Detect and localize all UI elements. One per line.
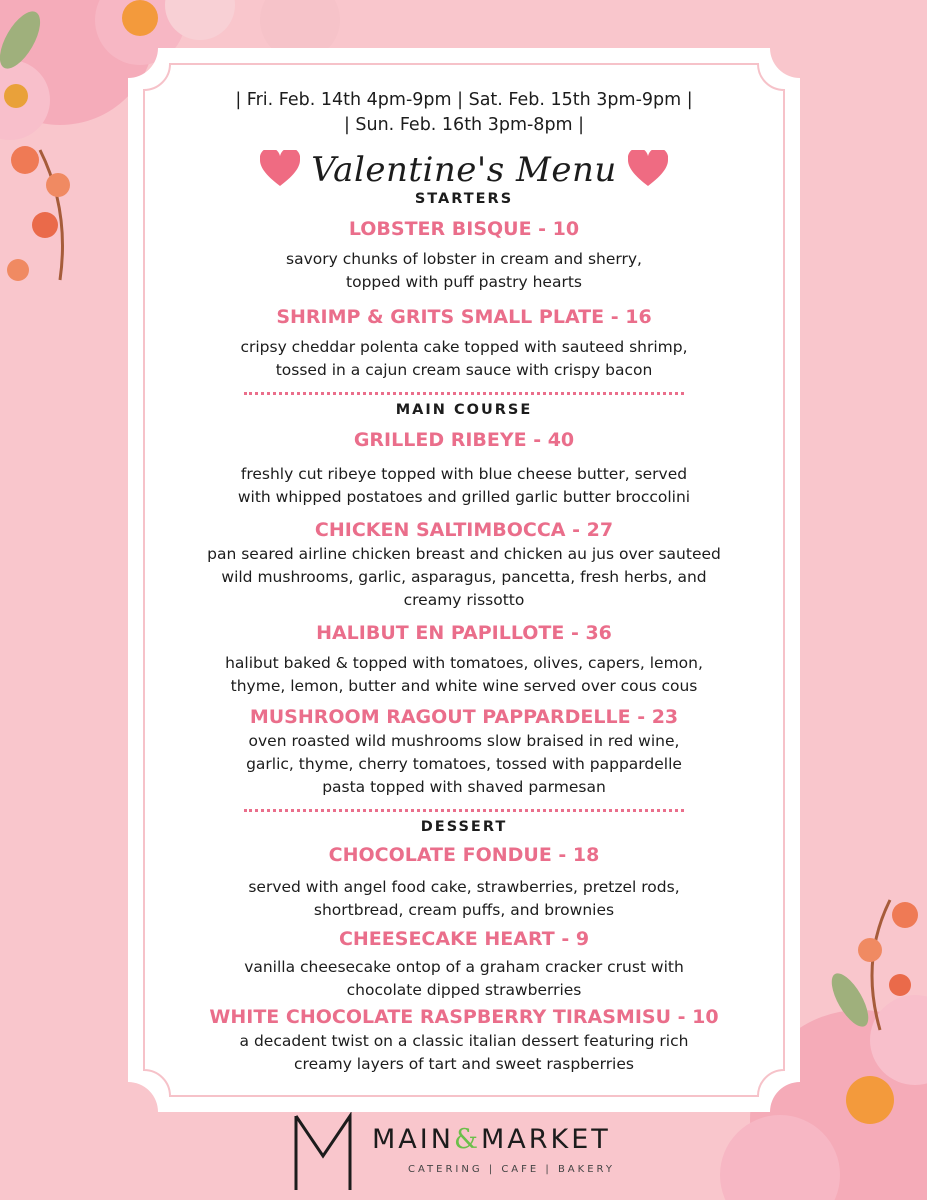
heart-icon bbox=[628, 150, 668, 188]
item-name: WHITE CHOCOLATE RASPBERRY TIRASMISU - 10 bbox=[209, 1006, 719, 1028]
item-description: creamy rissotto bbox=[403, 591, 525, 609]
item-description: oven roasted wild mushrooms slow braised in red wine, bbox=[248, 732, 680, 750]
dates-line-1: | Fri. Feb. 14th 4pm-9pm | Sat. Feb. 15th 3pm-9pm | bbox=[235, 90, 693, 110]
section-heading-dessert: DESSERT bbox=[420, 819, 508, 835]
menu-item bbox=[162, 926, 766, 1002]
menu-item bbox=[162, 620, 766, 698]
menu-item bbox=[162, 1004, 766, 1076]
item-description: served with angel food cake, strawberries, pretzel rods, bbox=[248, 878, 680, 896]
section-heading-starters: STARTERS bbox=[414, 191, 514, 207]
logo-market: MARKET bbox=[480, 1124, 611, 1155]
item-description: vanilla cheesecake ontop of a graham cracker crust with bbox=[244, 958, 684, 976]
item-description: thyme, lemon, butter and white wine served over cous cous bbox=[230, 677, 698, 695]
menu-item bbox=[162, 842, 766, 922]
section-heading-main-course: MAIN COURSE bbox=[395, 402, 533, 418]
item-name: CHEESECAKE HEART - 9 bbox=[338, 928, 590, 950]
title-row bbox=[162, 148, 766, 196]
item-description: garlic, thyme, cherry tomatoes, tossed with pappardelle bbox=[246, 755, 682, 773]
dates-line-2: | Sun. Feb. 16th 3pm-8pm | bbox=[343, 115, 585, 135]
menu-content bbox=[162, 88, 766, 1076]
item-name: SHRIMP & GRITS SMALL PLATE - 16 bbox=[276, 306, 652, 328]
item-description: cripsy cheddar polenta cake topped with sauteed shrimp, bbox=[240, 338, 688, 356]
main-and-market-logo bbox=[292, 1112, 642, 1192]
item-description: pan seared airline chicken breast and chicken au jus over sauteed bbox=[207, 545, 721, 563]
item-description: wild mushrooms, garlic, asparagus, pancetta, fresh herbs, and bbox=[221, 568, 707, 586]
logo-tagline: CATERING | CAFE | BAKERY bbox=[408, 1164, 615, 1175]
item-description: creamy layers of tart and sweet raspberries bbox=[294, 1055, 634, 1073]
dotted-divider bbox=[244, 809, 684, 812]
logo-wordmark bbox=[372, 1124, 611, 1155]
menu-title: Valentine's Menu bbox=[311, 150, 617, 190]
menu-item bbox=[162, 517, 766, 612]
item-description: halibut baked & topped with tomatoes, olives, capers, lemon, bbox=[225, 654, 703, 672]
logo-ampersand: & bbox=[453, 1124, 481, 1155]
item-name: MUSHROOM RAGOUT PAPPARDELLE - 23 bbox=[249, 706, 679, 728]
item-description: tossed in a cajun cream sauce with crispy bacon bbox=[275, 361, 653, 379]
item-description: shortbread, cream puffs, and brownies bbox=[313, 901, 615, 919]
menu-item bbox=[162, 704, 766, 799]
item-description: freshly cut ribeye topped with blue cheese butter, served bbox=[240, 465, 688, 483]
dotted-divider bbox=[244, 392, 684, 395]
heart-icon bbox=[260, 150, 300, 188]
item-description: chocolate dipped strawberries bbox=[346, 981, 582, 999]
menu-item bbox=[162, 427, 766, 509]
menu-item bbox=[162, 216, 766, 294]
logo-main: MAIN bbox=[372, 1124, 454, 1155]
item-name: HALIBUT EN PAPILLOTE - 36 bbox=[316, 622, 612, 644]
menu-item bbox=[162, 304, 766, 382]
item-description: topped with puff pastry hearts bbox=[346, 273, 582, 291]
item-description: pasta topped with shaved parmesan bbox=[322, 778, 606, 796]
item-description: with whipped postatoes and grilled garlic butter broccolini bbox=[237, 488, 691, 506]
m-monogram-icon bbox=[292, 1112, 354, 1192]
item-name: GRILLED RIBEYE - 40 bbox=[353, 429, 575, 451]
dates-block bbox=[162, 88, 766, 138]
item-name: LOBSTER BISQUE - 10 bbox=[348, 218, 580, 240]
item-description: a decadent twist on a classic italian dessert featuring rich bbox=[239, 1032, 689, 1050]
item-name: CHICKEN SALTIMBOCCA - 27 bbox=[314, 519, 614, 541]
item-description: savory chunks of lobster in cream and sherry, bbox=[286, 250, 642, 268]
item-name: CHOCOLATE FONDUE - 18 bbox=[328, 844, 600, 866]
